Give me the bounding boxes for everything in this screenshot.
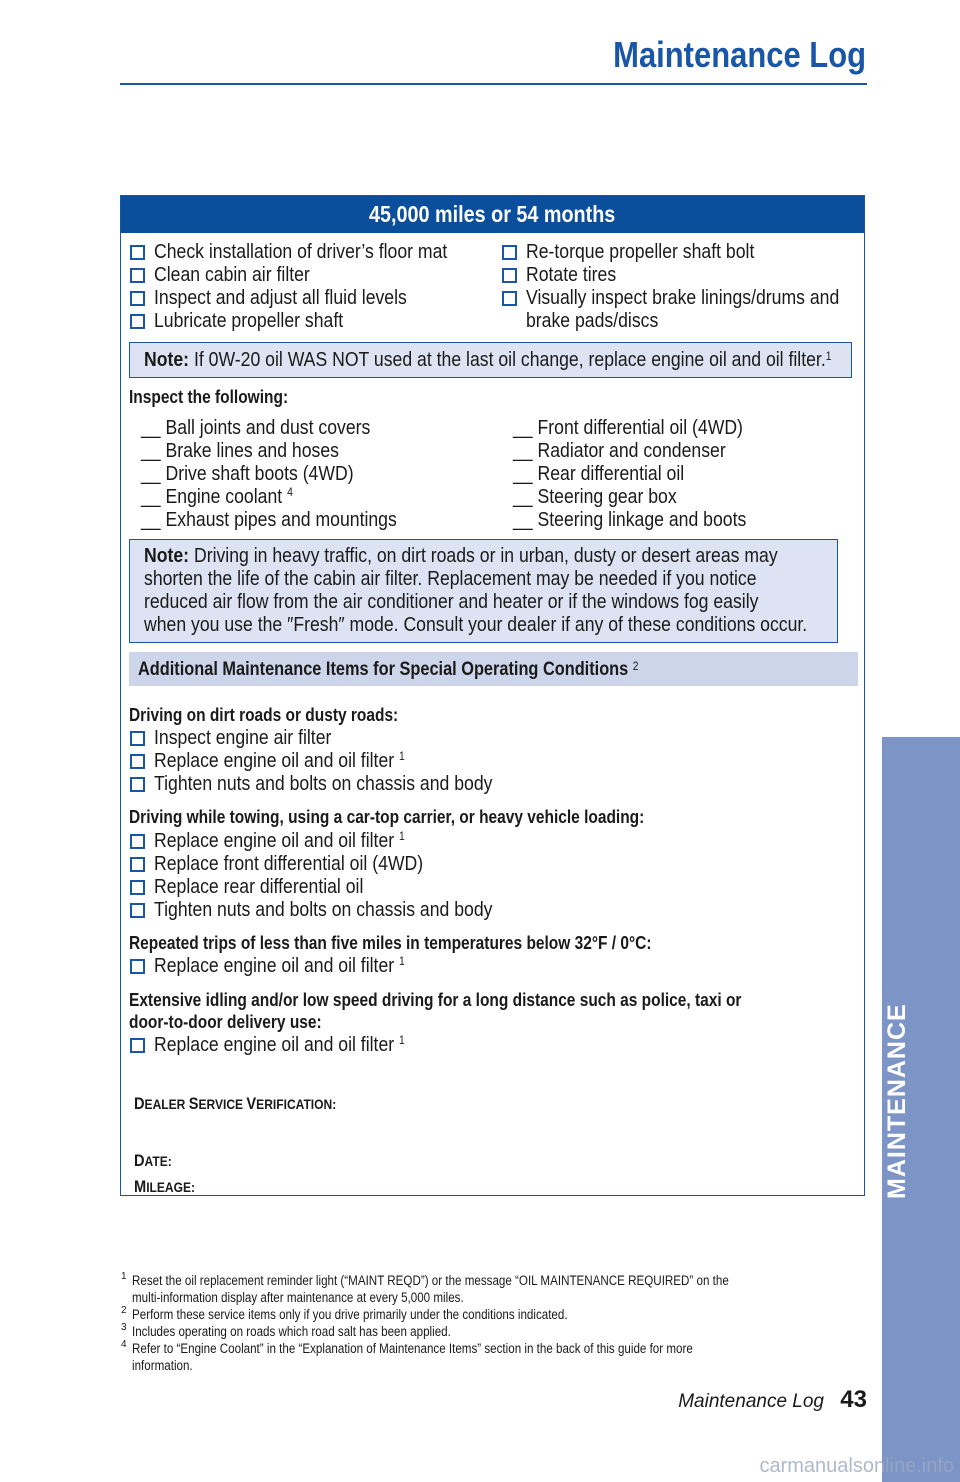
checkbox[interactable] [130,1038,145,1053]
footnotes [121,1272,881,1374]
checkbox[interactable] [502,245,517,260]
maintenance-interval-box: 45,000 miles or 54 months Check installation of driver’s floor mat Clean cabin air filter Inspect and adjust all fluid levels Lubricate propeller shaft Re-torque propeller shaft bolt Rotate tires Visually inspect brake linings/drums and brake pads/discs Note: If 0W-20 oil WAS NOT used at the last oil change, replace engine oil and oil filter.$^1$ Inspect the following: __ Ball joints and dust covers __ Brake lines and hoses __ Drive shaft boots (4WD) __ Engine coolant $^4$ __ Exhaust pipes and mountings __ Front differential oil (4WD) __ Radiator and condenser __ Rear differential oil __ Steering gear box __ Steering linkage and boots Note: Driving in heavy traffic, on dirt roads or in urban, dusty or desert areas may shorten the life of the cabin air filter. Replacement may be needed if you notice reduced air flow from the air conditioner and heater or if the windows fog easily when you use the ″Fresh″ mode. Consult your dealer if any of these conditions occur. Additional Maintenance Items for Special Operating Conditions $^2$ Driving on dirt roads or dusty roads: Inspect engine air filter Replace engine oil and oil filter $^1$ Tighten nuts and bolts on chassis and body Driving while towing, using a car-top carrier, or heavy vehicle loading: Replace engine oil and oil filter $^1$ Replace front differential oil (4WD) Replace rear differential oil Tighten nuts and bolts on chassis and body Repeated trips of less than five miles in temperatures below 32°F / 0°C: Replace engine oil and oil filter $^1$ Extensive idling and/or low speed driving for a long distance such as police, taxi or door-to-door delivery use: Replace engine oil and oil filter $^1$ DEALER SERVICE VERIFICATION: DATE: MILEAGE: [120,195,865,1196]
note-label: Note: [144,544,190,567]
footnote-continuation: information. [132,1358,193,1373]
checkbox[interactable] [130,880,145,895]
date-label: DATE: [134,1151,172,1170]
checkbox[interactable] [130,731,145,746]
inspect-item: __ Engine coolant $^4$ [141,485,293,508]
checkbox[interactable] [130,268,145,283]
checkbox[interactable] [130,903,145,918]
condition-heading: Extensive idling and/or low speed driving for a long distance such as police, taxi or [129,990,742,1010]
page-title: Maintenance Log [613,34,866,75]
inspect-item: __ Exhaust pipes and mountings [141,508,397,531]
inspect-item: __ Drive shaft boots (4WD) [141,462,354,485]
condition-heading-continuation: door-to-door delivery use: [129,1012,322,1032]
inspect-item: __ Radiator and condenser [513,439,726,462]
footnote: 4 Refer to “Engine Coolant” in the “Explanation of Maintenance Items” section in the back of this guide for more [121,1339,693,1356]
inspect-item: __ Rear differential oil [513,462,685,485]
inspect-item: __ Steering linkage and boots [513,508,747,531]
inspect-heading: Inspect the following: [129,387,289,407]
watermark: carmanualsonline.info [759,1455,954,1477]
condition-heading: Driving on dirt roads or dusty roads: [129,705,399,725]
checkbox[interactable] [502,268,517,283]
checkbox[interactable] [130,959,145,974]
oil-note: Note: If 0W-20 oil WAS NOT used at the last oil change, replace engine oil and oil filter.$^1$ [129,342,852,378]
condition-heading: Driving while towing, using a car-top carrier, or heavy vehicle loading: [129,807,645,827]
footnote: 1 Reset the oil replacement reminder light (“MAINT REQD”) or the message “OIL MAINTENANCE REQUIRED” on the [121,1271,729,1288]
footnote: 2 Perform these service items only if you drive primarily under the conditions indicated. [121,1305,568,1322]
checkbox[interactable] [130,314,145,329]
checkbox[interactable] [130,777,145,792]
page-number: 43 [840,1386,867,1413]
checklist-item-continuation: brake pads/discs [526,309,659,332]
dealer-verification-label: DEALER SERVICE VERIFICATION: [134,1094,337,1113]
footer-section-label: Maintenance Log [678,1391,824,1412]
footnote-continuation: multi-information display after maintenance at every 5,000 miles. [132,1290,464,1305]
inspect-item: __ Front differential oil (4WD) [513,416,743,439]
checkbox[interactable] [130,291,145,306]
inspect-item: __ Ball joints and dust covers [141,416,371,439]
checkbox[interactable] [130,857,145,872]
condition-heading: Repeated trips of less than five miles in temperatures below 32°F / 0°C: [129,933,652,953]
inspect-item: __ Brake lines and hoses [141,439,339,462]
cabin-filter-note: Note: Driving in heavy traffic, on dirt roads or in urban, dusty or desert areas may shorten the life of the cabin air filter. Replacement may be needed if you notice reduced air flow from the air conditioner and heater or if the windows fog easily when you use the ″Fresh″ mode. Consult your dealer if any of these conditions occur. [129,539,838,643]
checkbox[interactable] [130,754,145,769]
inspect-item: __ Steering gear box [513,485,677,508]
note-text: If 0W-20 oil WAS NOT used at the last oil change, replace engine oil and oil filter. [193,348,826,371]
special-conditions-heading: Additional Maintenance Items for Special Operating Conditions $^2$ [129,652,858,686]
mileage-label: MILEAGE: [134,1177,196,1196]
side-tab-label: MAINTENANCE [883,1003,911,1199]
title-rule [120,83,867,85]
interval-heading: 45,000 miles or 54 months [121,196,864,233]
footnote: 3 Includes operating on roads which road salt has been applied. [121,1322,451,1339]
checkbox[interactable] [502,291,517,306]
note-label: Note: [144,348,190,371]
checkbox[interactable] [130,834,145,849]
checkbox[interactable] [130,245,145,260]
